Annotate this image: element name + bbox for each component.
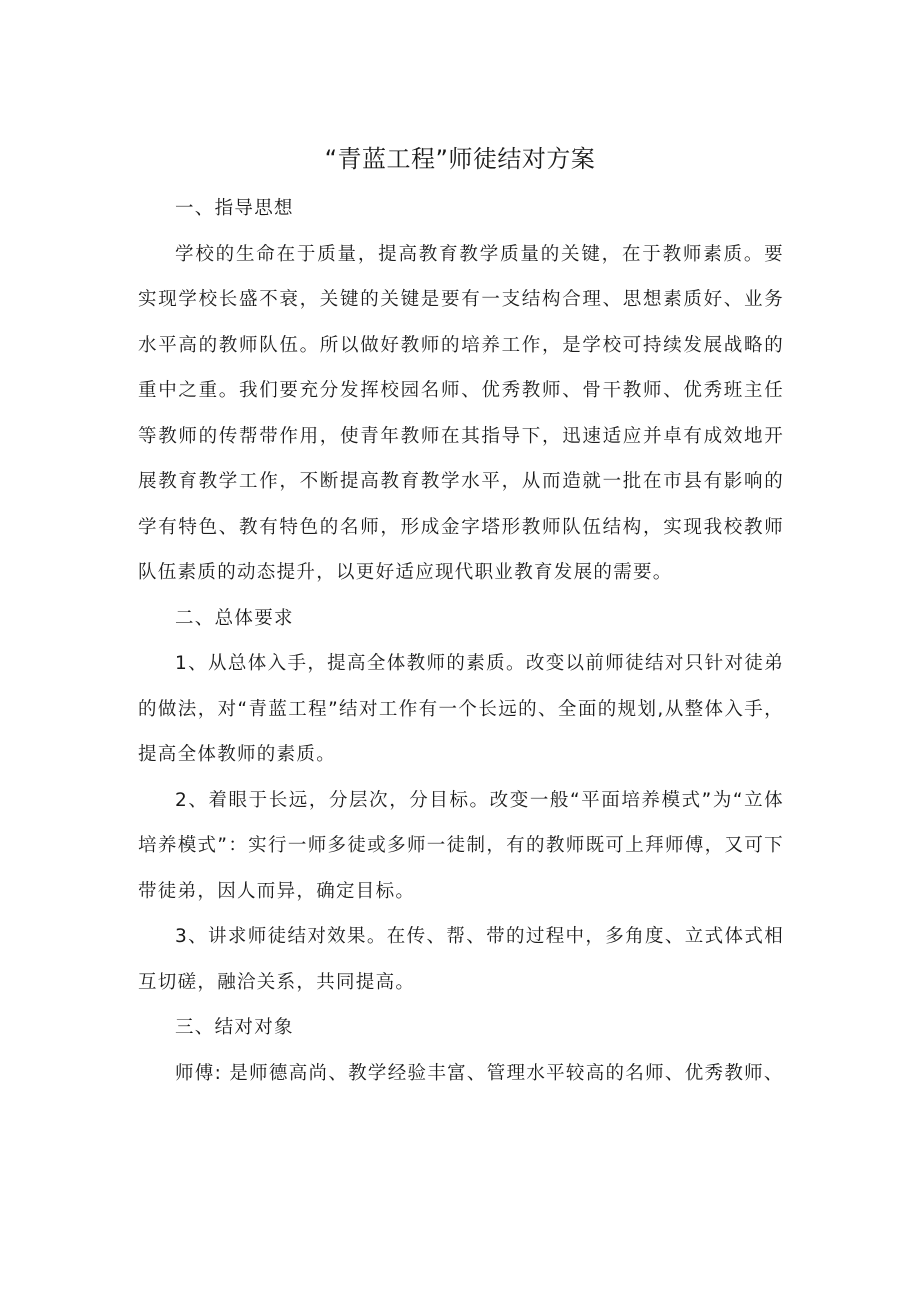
document-title: “青蓝工程”师徒结对方案 bbox=[324, 145, 596, 173]
paragraph: 3、讲求师徒结对效果。在传、帮、带的过程中，多角度、立式体式相互切磋，融洽关系，共同提高。 bbox=[138, 926, 784, 993]
paragraph: 学校的生命在于质量，提高教育教学质量的关键，在于教师素质。要实现学校长盛不衰，关键的关键是要有一支结构合理、思想素质好、业务水平高的教师队伍。所以做好教师的培养工作，是学校可持续发展战略的重中之重。我们要充分发挥校园名师、优秀教师、骨干教师、优秀班主任等教师的传帮带作用，使青年教师在其指导下，迅速适应并卓有成效地开展教育教学工作，不断提高教育教学水平，从而造就一批在市县有影响的学有特色、教有特色的名师，形成金字塔形教师队伍结构，实现我校教师队伍素质的动态提升，以更好适应现代职业教育发展的需要。 bbox=[138, 243, 784, 583]
document-body bbox=[138, 186, 784, 1096]
paragraph: 1、从总体入手，提高全体教师的素质。改变以前师徒结对只针对徒弟的做法，对“青蓝工程”结对工作有一个长远的、全面的规划,从整体入手，提高全体教师的素质。 bbox=[138, 653, 784, 765]
paragraph: 2、着眼于长远，分层次，分目标。改变一般“平面培养模式”为“立体培养模式”：实行一师多徒或多师一徒制，有的教师既可上拜师傅，又可下带徒弟，因人而异，确定目标。 bbox=[138, 789, 784, 902]
paragraph: 师傅: 是师德高尚、教学经验丰富、管理水平较高的名师、优秀教师、 bbox=[175, 1062, 784, 1084]
section-heading: 一、指导思想 bbox=[175, 198, 294, 219]
section-heading: 三、结对对象 bbox=[175, 1017, 294, 1038]
section-heading: 二、总体要求 bbox=[175, 607, 294, 629]
